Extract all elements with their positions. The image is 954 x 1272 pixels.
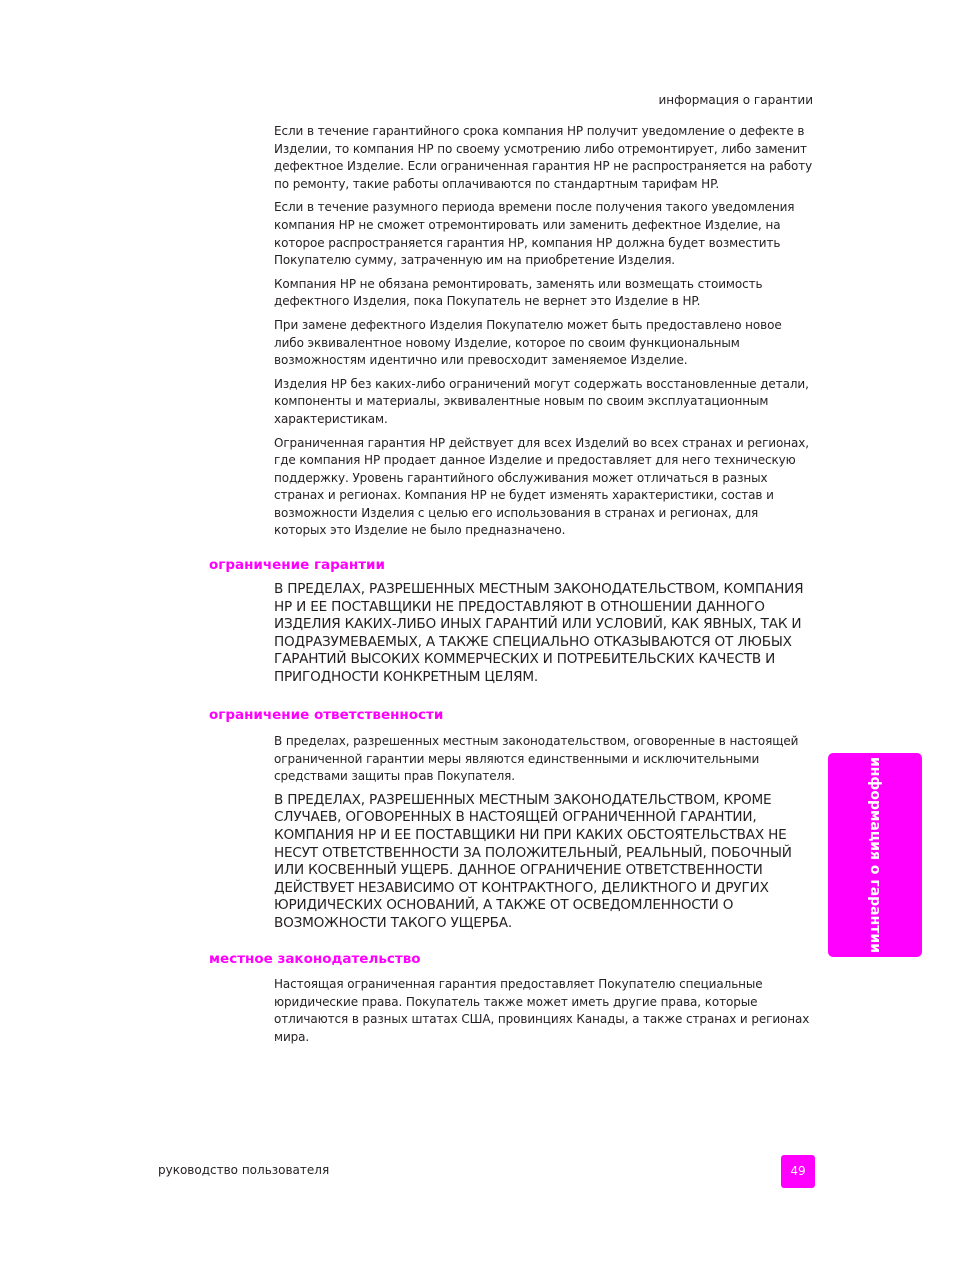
heading-liability-limitation: ограничение ответственности	[209, 707, 444, 723]
warranty-limitation-paragraph-1: В ПРЕДЕЛАХ, РАЗРЕШЕННЫХ МЕСТНЫМ ЗАКОНОДАТЕЛЬСТВОМ, КОМПАНИЯ HP И ЕЕ ПОСТАВЩИКИ НЕ ПРЕДОСТАВЛЯЮТ В ОТНОШЕНИИ ДАННОГО ИЗДЕЛИЯ КАКИХ-ЛИБО ИНЫХ ГАРАНТИЙ ИЛИ УСЛОВИЙ, КАК ЯВНЫХ, ТАК И ПОДРАЗУМЕВАЕМЫХ, А ТАКЖЕ СПЕЦИАЛЬНО ОТКАЗЫВАЮТСЯ ОТ ЛЮБЫХ ГАРАНТИЙ ВЫСОКИХ КОММЕРЧЕСКИХ И ПОТРЕБИТЕЛЬСКИХ КАЧЕСТВ И ПРИГОДНОСТИ КОНКРЕТНЫМ ЦЕЛЯМ.	[274, 581, 804, 685]
liability-limitation-paragraph-2: В ПРЕДЕЛАХ, РАЗРЕШЕННЫХ МЕСТНЫМ ЗАКОНОДАТЕЛЬСТВОМ, КРОМЕ СЛУЧАЕВ, ОГОВОРЕННЫХ В НАСТОЯЩЕЙ ОГРАНИЧЕННОЙ ГАРАНТИИ, КОМПАНИЯ HP И ЕЕ ПОСТАВЩИКИ НИ ПРИ КАКИХ ОБСТОЯТЕЛЬСТВАХ НЕ НЕСУТ ОТВЕТСТВЕННОСТИ ЗА ПОЛОЖИТЕЛЬНЫЙ, РЕАЛЬНЫЙ, ПОБОЧНЫЙ ИЛИ КОСВЕННЫЙ УЩЕРБ. ДАННОЕ ОГРАНИЧЕНИЕ ОТВЕТСТВЕННОСТИ ДЕЙСТВУЕТ НЕЗАВИСИМО ОТ КОНТРАКТНОГО, ДЕЛИКТНОГО И ДРУГИХ ЮРИДИЧЕСКИХ ОСНОВАНИЙ, А ТАКЖЕ ОТ ОСВЕДОМЛЕННОСТИ О ВОЗМОЖНОСТИ ТАКОГО УЩЕРБА.	[274, 791, 792, 931]
local-law-block	[274, 976, 814, 1052]
side-tab-label: информация о гарантии	[867, 756, 883, 954]
liability-limitation-block	[274, 733, 814, 939]
intro-paragraph-4: При замене дефектного Изделия Покупателю может быть предоставлено новое либо эквивалентное новому Изделие, которое по своим функциональным возможностям идентично или превосходит заменяемое Изделие.	[274, 317, 782, 368]
side-chapter-tab	[828, 753, 922, 957]
heading-local-law: местное законодательство	[209, 951, 421, 967]
intro-paragraph-5: Изделия HP без каких-либо ограничений могут содержать восстановленные детали, компоненты и материалы, эквивалентные новым по своим эксплуатационным характеристикам.	[274, 376, 809, 426]
liability-limitation-paragraph-1: В пределах, разрешенных местным законодательством, оговоренные в настоящей ограниченной гарантии меры являются единственными и исключительными средствами защиты прав Покупателя.	[274, 734, 799, 784]
heading-warranty-limitation: ограничение гарантии	[209, 557, 385, 573]
intro-paragraph-1: Если в течение гарантийного срока компания HP получит уведомление о дефекте в Изделии, то компания HP по своему усмотрению либо отремонтирует, либо заменит дефектное Изделие. Если ограниченная гарантия HP не распространяется на работу по ремонту, такие работы оплачиваются по стандартным тарифам HP.	[274, 124, 813, 191]
page-number-badge: 49	[781, 1155, 815, 1188]
footer-manual-title: руководство пользователя	[158, 1163, 330, 1177]
warranty-limitation-block	[274, 581, 814, 693]
intro-paragraph-3: Компания HP не обязана ремонтировать, заменять или возмещать стоимость дефектного Изделия, пока Покупатель не вернет это Изделие в HP.	[274, 276, 763, 309]
local-law-paragraph-1: Настоящая ограниченная гарантия предоставляет Покупателю специальные юридические права. Покупатель также может иметь другие права, которые отличаются в разных штатах США, провинциях Канады, а также странах и регионах мира.	[274, 977, 810, 1044]
intro-text-block	[274, 123, 814, 546]
running-header: информация о гарантии	[658, 93, 813, 107]
intro-paragraph-6: Ограниченная гарантия HP действует для всех Изделий во всех странах и регионах, где компания HP продает данное Изделие и предоставляет для него техническую поддержку. Уровень гарантийного обслуживания может отличаться в разных странах и регионах. Компания HP не будет изменять характеристики, состав и возможности Изделия с целью его использования в странах и регионах, для которых это Изделие не было предназначено.	[274, 435, 809, 538]
intro-paragraph-2: Если в течение разумного периода времени после получения такого уведомления компания HP не сможет отремонтировать или заменить дефектное Изделие, на которое распространяется гарантия HP, компания HP должна будет возместить Покупателю сумму, затраченную им на приобретение Изделия.	[274, 200, 795, 268]
